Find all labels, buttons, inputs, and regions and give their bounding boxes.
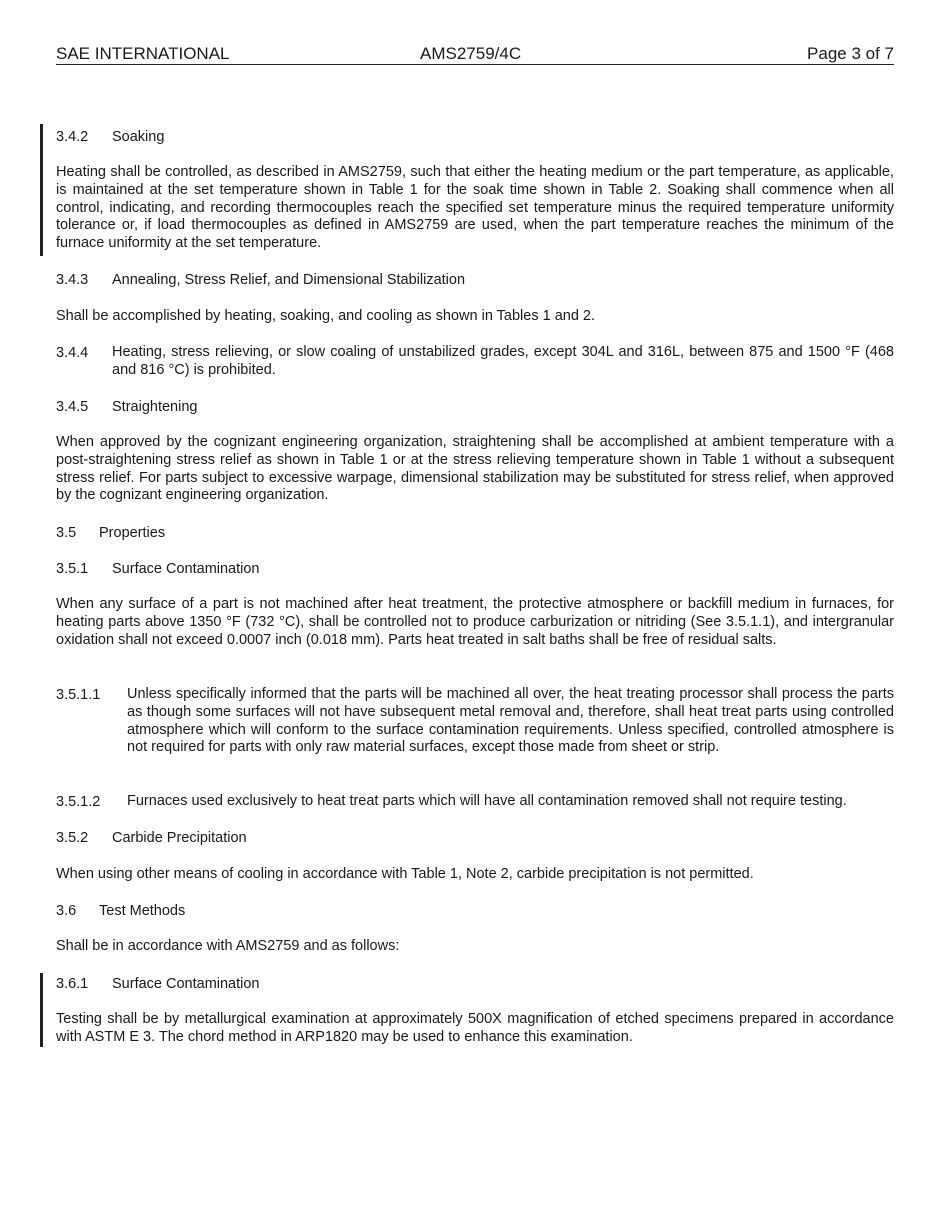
section-heading — [56, 271, 465, 289]
section-heading — [56, 398, 197, 416]
revision-bar — [40, 973, 43, 1047]
section-number: 3.4.4 — [56, 345, 89, 361]
section-title: Surface Contamination — [112, 976, 260, 992]
section-number: 3.5.2 — [56, 830, 89, 846]
header-org: SAE INTERNATIONAL — [56, 44, 230, 63]
section-number: 3.5.1.2 — [56, 794, 101, 810]
paragraph: Heating shall be controlled, as described in AMS2759, such that either the heating medium or the part temperature, as applicable, is maintained at the set temperature shown in Table 1 for the soak time shown in Table 2. Soaking shall commence when all control, indicating, and recording thermocouples reach the specified set temperature minus the required temperature uniformity tolerance or, if load thermocouples as defined in AMS2759 are used, when the part temperature reaches the minimum of the furnace uniformity at the set temperature. — [56, 164, 894, 252]
paragraph: Testing shall be by metallurgical examination at approximately 500X magnification of etched specimens prepared in accordance with ASTM E 3. The chord method in ARP1820 may be used to enhance this examination. — [56, 1011, 894, 1045]
section-title: Surface Contamination — [112, 561, 260, 577]
paragraph: When using other means of cooling in accordance with Table 1, Note 2, carbide precipitation is not permitted. — [56, 866, 754, 882]
revision-bar — [40, 124, 43, 256]
section-title: Soaking — [112, 129, 165, 145]
section-number: 3.5 — [56, 525, 77, 541]
paragraph: Heating, stress relieving, or slow coaling of unstabilized grades, except 304L and 316L, between 875 and 1500 °F (468 and 816 °C) is prohibited. — [112, 344, 894, 378]
paragraph: Furnaces used exclusively to heat treat parts which will have all contamination removed shall not require testing. — [127, 793, 847, 809]
section-heading — [56, 975, 260, 993]
paragraph: When approved by the cognizant engineering organization, straightening shall be accomplished at ambient temperature with a post-straightening stress relief as shown in Table 1 or at the stress relieving temperature shown in Table 1 without a subsequent stress relief. For parts subject to excessive warpage, dimensional stabilization may be substituted for stress relief, when approved by the cognizant engineering organization. — [56, 434, 894, 504]
section-heading — [56, 829, 247, 847]
section-heading — [56, 902, 185, 920]
section-number: 3.4.5 — [56, 399, 89, 415]
section-title: Test Methods — [99, 903, 186, 919]
paragraph: When any surface of a part is not machined after heat treatment, the protective atmosphere or backfill medium in furnaces, for heating parts above 1350 °F (732 °C), shall be controlled not to produce carburization or nitriding (See 3.5.1.1), and intergranular oxidation shall not exceed 0.0007 inch (0.018 mm). Parts heat treated in salt baths shall be free of residual salts. — [56, 596, 894, 648]
section-number: 3.4.2 — [56, 129, 89, 145]
section-heading — [56, 560, 260, 578]
section-number: 3.6 — [56, 903, 77, 919]
page-header — [56, 44, 894, 65]
section-title: Carbide Precipitation — [112, 830, 247, 846]
section-title: Properties — [99, 525, 166, 541]
header-doc-number: AMS2759/4C — [420, 44, 522, 63]
section-title: Straightening — [112, 399, 198, 415]
section-number: 3.6.1 — [56, 976, 89, 992]
paragraph: Shall be accomplished by heating, soaking, and cooling as shown in Tables 1 and 2. — [56, 308, 596, 324]
paragraph: Unless specifically informed that the parts will be machined all over, the heat treating processor shall process the parts as though some surfaces will not have subsequent metal removal and, therefore, shall heat treat parts using controlled atmosphere which will conform to the surface contamination requirements. Unless specified, controlled atmosphere is not required for parts with only raw material surfaces, except those made from sheet or strip. — [127, 686, 894, 756]
section-number: 3.4.3 — [56, 272, 89, 288]
header-page-number: Page 3 of 7 — [807, 44, 894, 63]
section-title: Annealing, Stress Relief, and Dimensional Stabilization — [112, 272, 466, 288]
section-heading — [56, 524, 165, 542]
section-heading — [56, 128, 164, 146]
section-number: 3.5.1.1 — [56, 687, 101, 703]
paragraph: Shall be in accordance with AMS2759 and as follows: — [56, 938, 400, 954]
section-number: 3.5.1 — [56, 561, 89, 577]
